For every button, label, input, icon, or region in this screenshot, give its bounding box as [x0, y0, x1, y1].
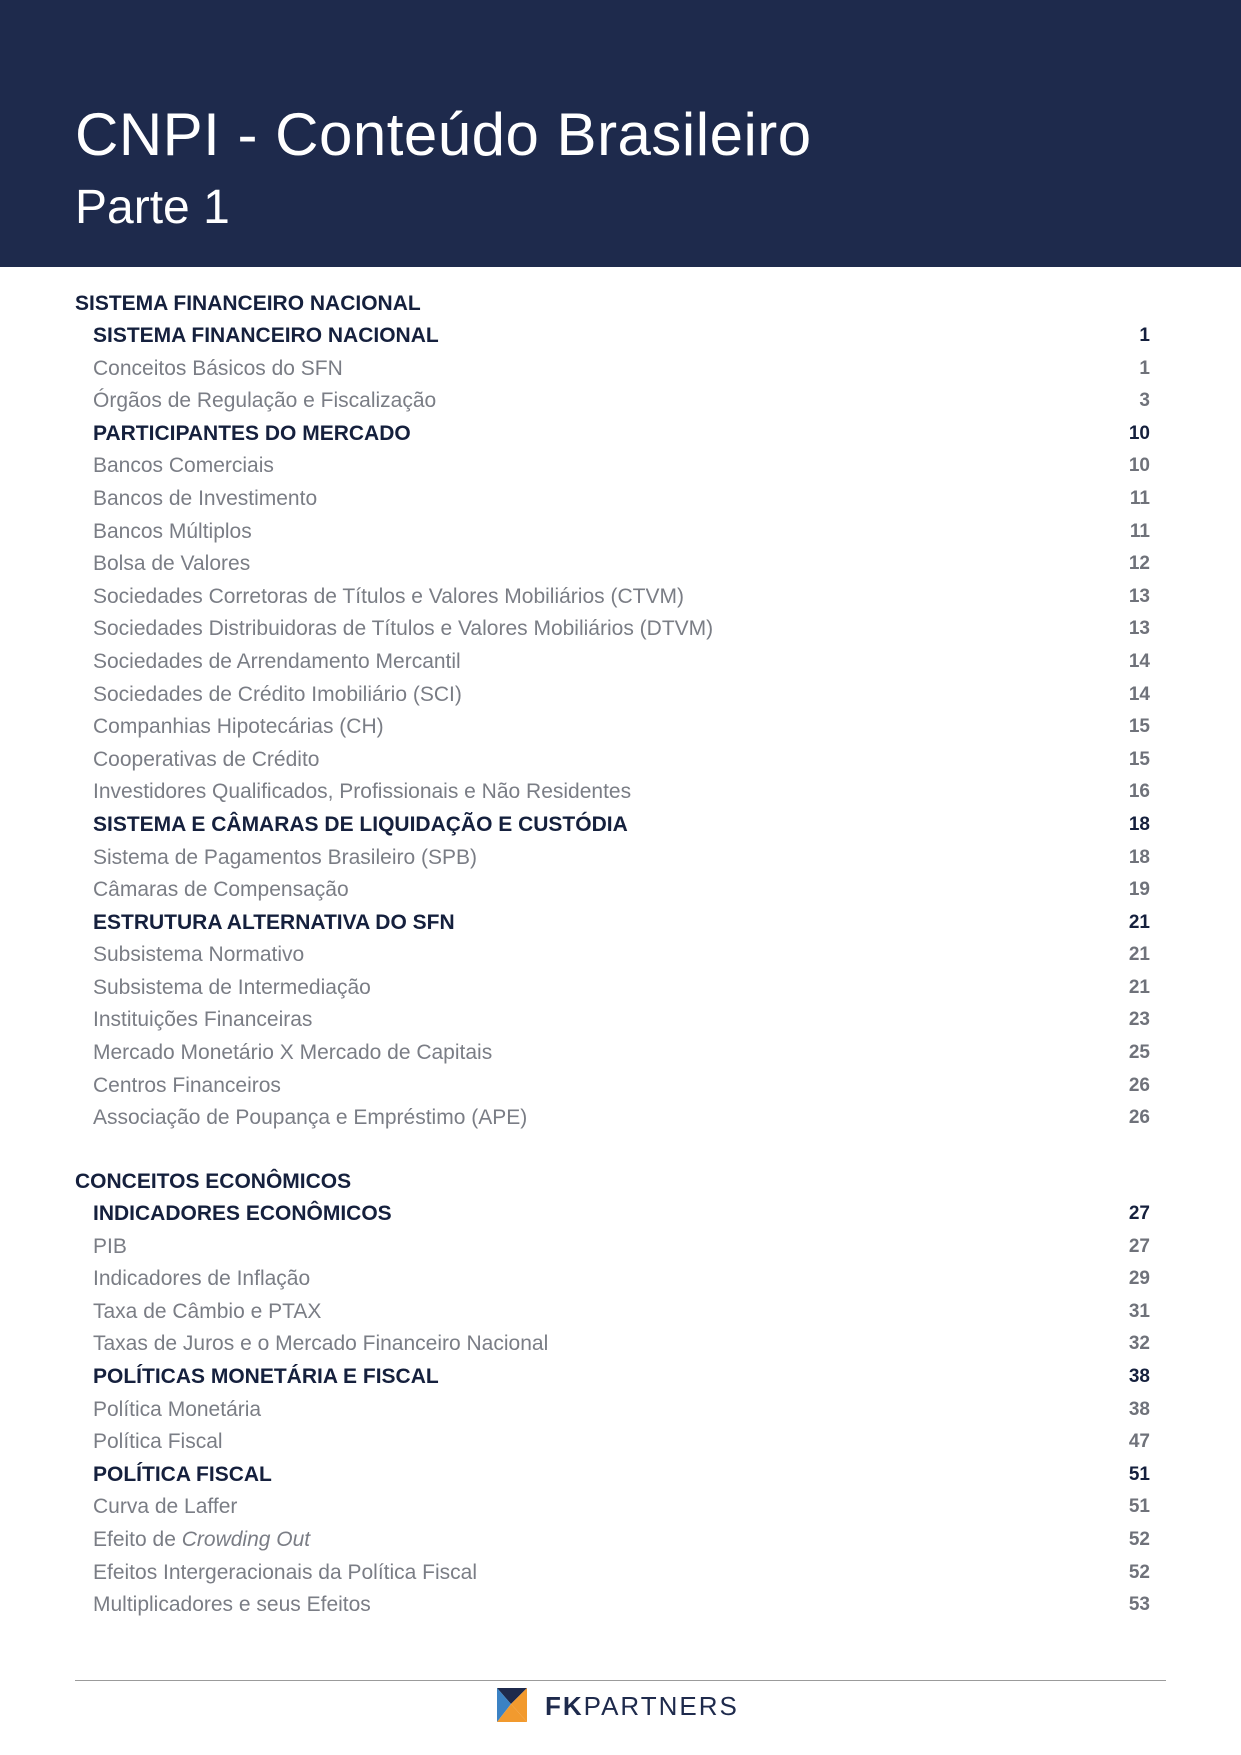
toc-entry-page-number: 31 [1128, 1300, 1150, 1322]
toc-entry-label: Política Monetária [93, 1397, 262, 1421]
toc-entry-page-number: 52 [1128, 1561, 1150, 1583]
toc-subsection-entry[interactable] [75, 581, 1150, 614]
toc-entry-page-number: 18 [1128, 846, 1150, 868]
toc-entry-label: Associação de Poupança e Empréstimo (APE) [93, 1106, 528, 1130]
toc-section-entry[interactable] [75, 320, 1150, 353]
toc-part-conceitos-economicos [75, 1165, 1150, 1622]
toc-entry-label: Efeito de Crowding Out [93, 1527, 311, 1551]
toc-entry-page-number: 11 [1129, 487, 1150, 509]
toc-entry-label: Sistema de Pagamentos Brasileiro (SPB) [93, 845, 477, 869]
toc-subsection-entry[interactable] [75, 874, 1150, 907]
brand-name [545, 1691, 739, 1721]
toc-entry-page-number: 15 [1128, 716, 1150, 738]
toc-entry-page-number: 23 [1128, 1009, 1150, 1031]
toc-entry-page-number: 21 [1128, 911, 1150, 933]
toc-section-entry[interactable] [75, 1459, 1150, 1492]
brand-name-rest: PARTNERS [583, 1691, 739, 1721]
toc-subsection-entry[interactable] [75, 842, 1150, 875]
toc-subsection-entry[interactable] [75, 1394, 1150, 1427]
toc-subsection-entry[interactable] [75, 1004, 1150, 1037]
document-subtitle: Parte 1 [75, 181, 230, 234]
toc-entry-label: Subsistema Normativo [93, 943, 305, 967]
toc-entry-label: SISTEMA E CÂMARAS DE LIQUIDAÇÃO E CUSTÓDIA [93, 812, 628, 836]
toc-subsection-entry[interactable] [75, 1524, 1150, 1557]
toc-entry-label: Sociedades Corretoras de Títulos e Valores Mobiliários (CTVM) [93, 584, 684, 608]
toc-entry-page-number: 3 [1139, 390, 1150, 412]
toc-entry-page-number: 21 [1128, 976, 1150, 998]
toc-subsection-entry[interactable] [75, 1296, 1150, 1329]
toc-entry-page-number: 26 [1128, 1074, 1150, 1096]
toc-entry-label: Centros Financeiros [93, 1073, 281, 1097]
toc-entry-label: Bolsa de Valores [93, 552, 251, 576]
toc-subsection-entry[interactable] [75, 1557, 1150, 1590]
toc-entry-label: PARTICIPANTES DO MERCADO [93, 421, 411, 445]
toc-entry-page-number: 18 [1128, 813, 1150, 835]
toc-subsection-entry[interactable] [75, 483, 1150, 516]
toc-subsection-entry[interactable] [75, 711, 1150, 744]
toc-entry-page-number: 1 [1139, 325, 1150, 346]
toc-entry-label: Instituições Financeiras [93, 1008, 313, 1032]
toc-entry-label: Cooperativas de Crédito [93, 747, 320, 771]
toc-section-entry[interactable] [75, 1198, 1150, 1231]
toc-subsection-entry[interactable] [75, 450, 1150, 483]
toc-entry-page-number: 14 [1128, 650, 1150, 672]
toc-entry-label: Conceitos Básicos do SFN [93, 356, 343, 380]
toc-subsection-entry[interactable] [75, 972, 1150, 1005]
toc-entry-page-number: 29 [1128, 1268, 1150, 1290]
toc-entry-page-number: 15 [1128, 748, 1150, 770]
toc-entry-label: Bancos Múltiplos [93, 519, 252, 543]
toc-entry-page-number: 13 [1128, 618, 1150, 640]
toc-subsection-entry[interactable] [75, 1037, 1150, 1070]
toc-entry-label: Investidores Qualificados, Profissionais e Não Residentes [93, 780, 632, 804]
toc-entry-page-number: 25 [1128, 1042, 1150, 1064]
toc-subsection-entry[interactable] [75, 613, 1150, 646]
toc-part-heading: CONCEITOS ECONÔMICOS [75, 1170, 352, 1193]
toc-entry-label: Companhias Hipotecárias (CH) [93, 715, 384, 739]
toc-entry-label: Bancos Comerciais [93, 454, 274, 478]
toc-entry-label: ESTRUTURA ALTERNATIVA DO SFN [93, 910, 455, 934]
toc-section-entry[interactable] [75, 1361, 1150, 1394]
toc-section-entry[interactable] [75, 418, 1150, 451]
toc-entry-label: Política Fiscal [93, 1430, 223, 1454]
toc-entry-label: POLÍTICA FISCAL [93, 1462, 272, 1486]
toc-entry-page-number: 51 [1128, 1463, 1150, 1485]
footer-divider [75, 1680, 1166, 1681]
toc-entry-label: Taxa de Câmbio e PTAX [93, 1299, 322, 1323]
toc-entry-page-number: 19 [1128, 879, 1150, 901]
toc-entry-page-number: 10 [1128, 422, 1150, 444]
toc-entry-label: Mercado Monetário X Mercado de Capitais [93, 1041, 493, 1065]
toc-subsection-entry[interactable] [75, 1589, 1150, 1622]
toc-part-heading: SISTEMA FINANCEIRO NACIONAL [75, 292, 421, 315]
toc-entry-page-number: 27 [1128, 1203, 1150, 1224]
toc-entry-label: Câmaras de Compensação [93, 878, 349, 902]
toc-subsection-entry[interactable] [75, 1231, 1150, 1264]
toc-section-entry[interactable] [75, 809, 1150, 842]
toc-entry-page-number: 52 [1128, 1528, 1150, 1550]
toc-entry-label: Indicadores de Inflação [93, 1267, 311, 1291]
toc-entry-label: Sociedades de Arrendamento Mercantil [93, 649, 461, 673]
toc-subsection-entry[interactable] [75, 385, 1150, 418]
toc-entry-page-number: 32 [1128, 1333, 1150, 1355]
toc-entry-page-number: 13 [1128, 585, 1150, 607]
toc-entry-label: Sociedades de Crédito Imobiliário (SCI) [93, 682, 462, 706]
toc-subsection-entry[interactable] [75, 353, 1150, 386]
fk-logo-mark-icon [497, 1688, 529, 1722]
toc-entry-page-number: 1 [1139, 357, 1150, 379]
toc-section-entry[interactable] [75, 907, 1150, 940]
toc-entry-label: INDICADORES ECONÔMICOS [93, 1202, 392, 1225]
toc-entry-page-number: 27 [1128, 1235, 1150, 1257]
toc-entry-label: Bancos de Investimento [93, 486, 318, 510]
toc-subsection-entry[interactable] [75, 679, 1150, 712]
toc-entry-label: POLÍTICAS MONETÁRIA E FISCAL [93, 1364, 439, 1388]
toc-entry-label: Órgãos de Regulação e Fiscalização [93, 389, 437, 413]
toc-subsection-entry[interactable] [75, 548, 1150, 581]
toc-subsection-entry[interactable] [75, 1070, 1150, 1103]
toc-entry-label: Multiplicadores e seus Efeitos [93, 1593, 371, 1617]
toc-entry-page-number: 38 [1128, 1365, 1150, 1387]
toc-entry-page-number: 53 [1128, 1594, 1150, 1616]
toc-subsection-entry[interactable] [75, 744, 1150, 777]
toc-entry-page-number: 26 [1128, 1107, 1150, 1129]
toc-entry-label: Taxas de Juros e o Mercado Financeiro Nacional [93, 1332, 549, 1356]
toc-entry-page-number: 14 [1128, 683, 1150, 705]
toc-entry-page-number: 21 [1128, 944, 1150, 966]
toc-entry-label: Curva de Laffer [93, 1495, 238, 1519]
toc-subsection-entry[interactable] [75, 939, 1150, 972]
toc-entry-label: Efeitos Intergeracionais da Política Fiscal [93, 1560, 478, 1584]
toc-entry-page-number: 16 [1128, 781, 1150, 803]
brand-name-bold: FK [545, 1691, 584, 1721]
toc-subsection-entry[interactable] [75, 1263, 1150, 1296]
toc-part-sistema-financeiro [75, 287, 1150, 1135]
cover-header [0, 0, 1241, 267]
document-title: CNPI - Conteúdo Brasileiro [75, 101, 812, 168]
toc-entry-page-number: 11 [1129, 520, 1150, 542]
toc-entry-page-number: 38 [1128, 1398, 1150, 1420]
toc-subsection-entry[interactable] [75, 1328, 1150, 1361]
toc-entry-page-number: 12 [1128, 553, 1150, 575]
toc-subsection-entry[interactable] [75, 1102, 1150, 1135]
toc-entry-label: Subsistema de Intermediação [93, 975, 371, 999]
toc-entry-label: PIB [93, 1234, 127, 1258]
toc-subsection-entry[interactable] [75, 646, 1150, 679]
toc-subsection-entry[interactable] [75, 516, 1150, 549]
toc-entry-label: Sociedades Distribuidoras de Títulos e Valores Mobiliários (DTVM) [93, 617, 714, 641]
toc-entry-page-number: 47 [1128, 1431, 1150, 1453]
toc-entry-page-number: 10 [1128, 455, 1150, 477]
toc-entry-page-number: 51 [1128, 1496, 1150, 1518]
toc-entry-label: SISTEMA FINANCEIRO NACIONAL [93, 324, 439, 347]
toc-subsection-entry[interactable] [75, 776, 1150, 809]
toc-subsection-entry[interactable] [75, 1491, 1150, 1524]
toc-subsection-entry[interactable] [75, 1426, 1150, 1459]
